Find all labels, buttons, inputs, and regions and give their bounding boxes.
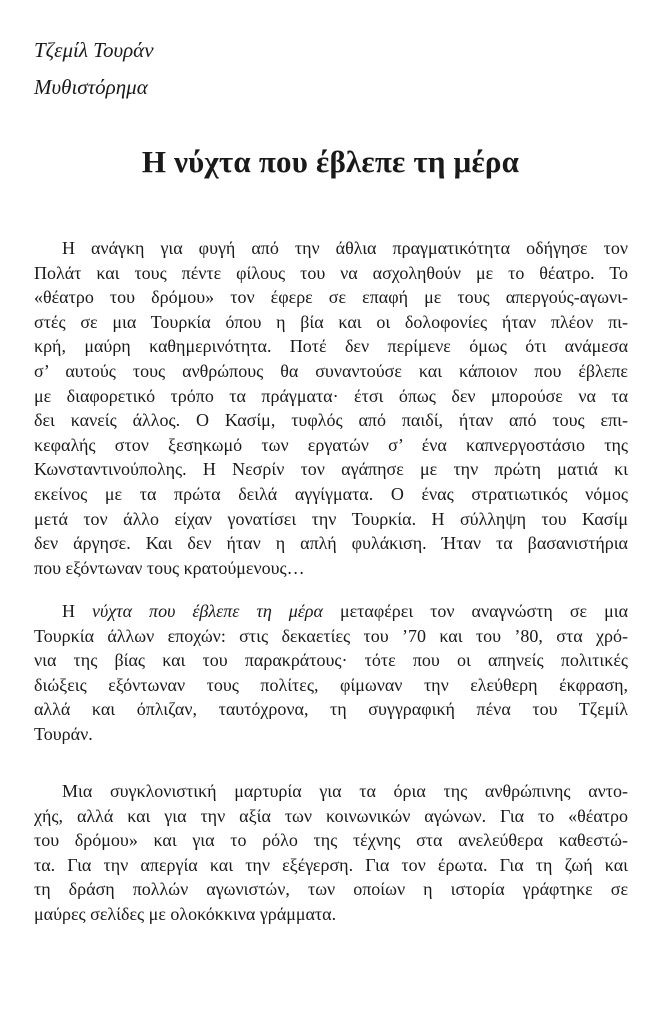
text-line: [34, 853, 628, 878]
text-line: [34, 779, 628, 804]
line-text: «θέατρο του δρόμου» τον έφερε σε επαφή με τους απεργούς-αγωνι-: [34, 287, 628, 308]
line-text: Τουρκία άλλων εποχών: στις δεκαετίες του ’70 και του ’80, στα χρό-: [34, 625, 628, 646]
text-fragment: Η: [62, 601, 92, 621]
text-line: [34, 408, 628, 433]
line-text: Η ανάγκη για φυγή από την άθλια πραγματικότητα οδήγησε τον: [62, 238, 628, 258]
line-text: εκείνος με τα πρώτα δειλά αγγίγματα. Ο ένας στρατιωτικός νόμος: [34, 483, 628, 504]
line-text: χής, αλλά και για την αξία των κοινωνικών αγώνων. Για το «θέατρο: [34, 805, 628, 826]
text-line: [34, 507, 628, 532]
line-text: αλλά και όπλιζαν, ταυτόχρονα, τη συγγραφική πένα του Τζεμίλ: [34, 699, 628, 720]
line-text: τη δράση πολλών αγωνιστών, των οποίων η ιστορία γράφτηκε σε: [34, 879, 628, 900]
text-line: [34, 433, 628, 458]
synopsis-paragraph-1: [34, 236, 628, 580]
line-text: μετά τον άλλο είχαν γονατίσει την Τουρκία. Η σύλληψη του Κασίμ: [34, 508, 628, 529]
text-line: [34, 722, 628, 747]
text-line: [34, 556, 628, 581]
line-text: νια της βίας και του παρακράτους· τότε που οι απηνείς πολιτικές: [34, 650, 628, 671]
line-text: δει κανείς άλλος. Ο Κασίμ, τυφλός από παιδί, ήταν από τους επι-: [34, 410, 628, 431]
text-line: [34, 599, 628, 624]
line-text: Μια συγκλονιστική μαρτυρία για τα όρια της ανθρώπινης αντο-: [62, 781, 628, 801]
line-text: μαύρες σελίδες με ολοκόκκινα γράμματα.: [34, 903, 337, 924]
genre-label: Μυθιστόρημα: [34, 75, 148, 99]
line-text: με διαφορετικό τρόπο τα πράγματα· έτσι όπως δεν μπορούσε να τα: [34, 385, 628, 406]
text-line: [34, 334, 628, 359]
line-text: Τουράν.: [34, 723, 93, 744]
italic-book-title: νύχτα που έβλεπε τη μέρα: [92, 601, 323, 621]
book-title: Η νύχτα που έβλεπε τη μέρα: [141, 144, 520, 179]
text-line: [34, 648, 628, 673]
line-text: τα. Για την απεργία και την εξέγερση. Για τον έρωτα. Για τη ζωή και: [34, 854, 628, 875]
line-text: στές σε μια Τουρκία όπου η βία και οι δολοφονίες ήταν πλέον πι-: [34, 311, 628, 332]
line-text: κεφαλής στον ξεσηκωμό των εργατών σ’ ένα καπνεργοστάσιο της: [34, 434, 628, 455]
author-name: Τζεμίλ Τουράν: [34, 38, 154, 62]
text-line: [34, 457, 628, 482]
text-line: [34, 482, 628, 507]
text-line: [34, 261, 628, 286]
text-line: [34, 902, 628, 927]
line-text: Κωνσταντινούπολης. Η Νεσρίν τον αγάπησε με την πρώτη ματιά κι: [34, 459, 628, 480]
text-line: [34, 673, 628, 698]
line-text: διώξεις εξόντωναν τους πολίτες, φίμωναν την ελεύθερη έκφραση,: [34, 674, 628, 695]
line-text: που εξόντωναν τους κρατούμενους…: [34, 557, 305, 578]
text-line: [34, 624, 628, 649]
synopsis-paragraph-3: [34, 779, 628, 927]
line-text: Πολάτ και τους πέντε φίλους του να ασχοληθούν με το θέατρο. Το: [34, 262, 628, 283]
text-line: [34, 877, 628, 902]
text-line: [34, 828, 628, 853]
line-text: κρή, μαύρη καθημερινότητα. Ποτέ δεν περίμενε όμως ότι ανάμεσα: [34, 336, 628, 357]
line-text: σ’ αυτούς τους ανθρώπους θα συναντούσε και κάποιον που έβλεπε: [34, 360, 628, 381]
text-line: [34, 531, 628, 556]
text-line: [34, 236, 628, 261]
text-line: [34, 804, 628, 829]
line-text: του δρόμου» και για το ρόλο της τέχνης στα ανελεύθερα καθεστώ-: [34, 830, 628, 851]
line-text: δεν άργησε. Και δεν ήταν η απλή φυλάκιση. Ήταν τα βασανιστήρια: [34, 533, 628, 554]
text-line: [34, 359, 628, 384]
text-line: [34, 697, 628, 722]
synopsis-paragraph-2: [34, 599, 628, 747]
text-line: [34, 384, 628, 409]
text-line: [34, 285, 628, 310]
text-fragment: μεταφέρει τον αναγνώστη σε μια: [322, 601, 628, 621]
text-line: [34, 310, 628, 335]
